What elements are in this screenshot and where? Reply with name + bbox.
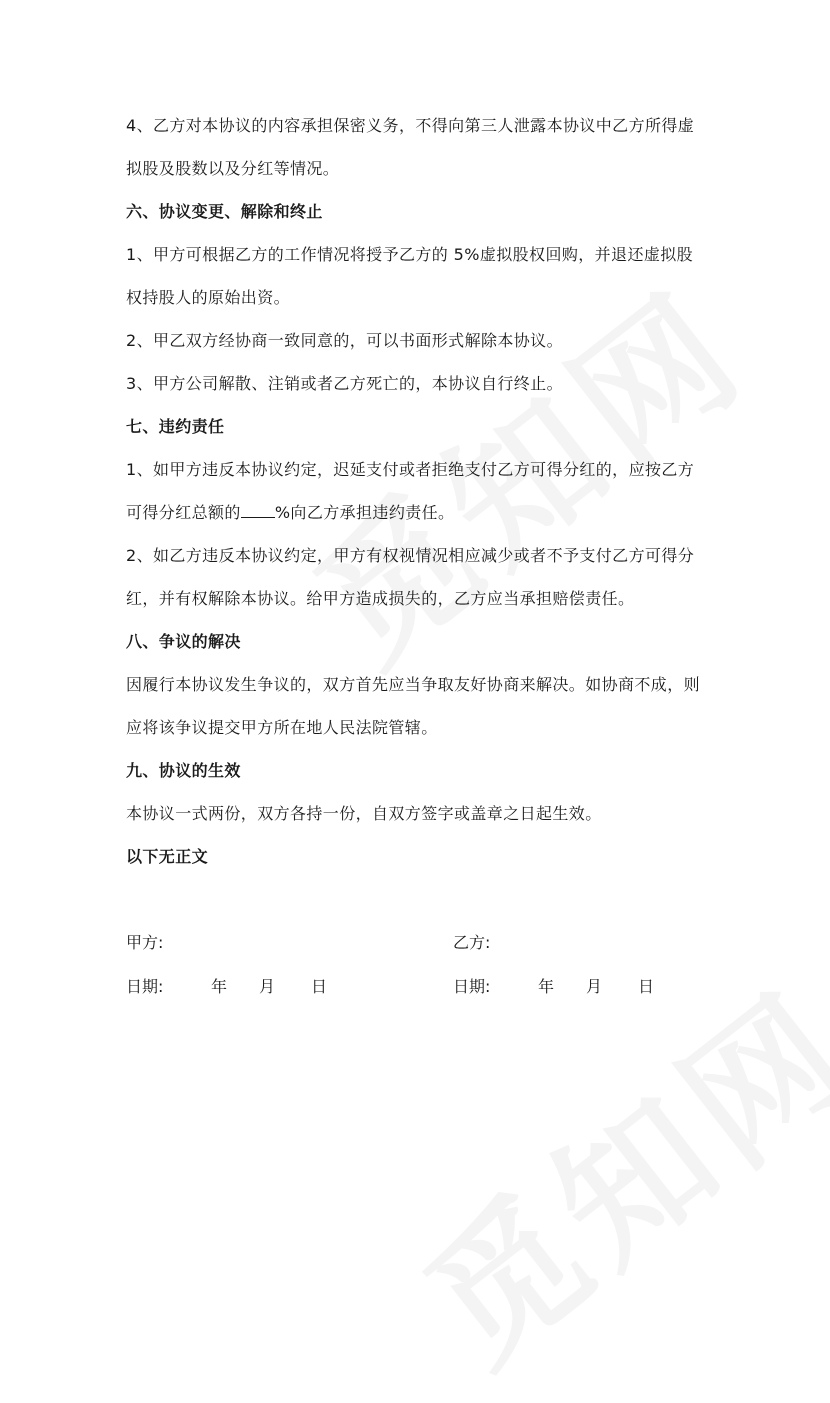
clause-6-3: 3、甲方公司解散、注销或者乙方死亡的，本协议自行终止。 (126, 374, 563, 393)
clause-7-1-prefix: 可得分红总额的 (126, 503, 241, 522)
clause-6-1-line1: 1、甲方可根据乙方的工作情况将授予乙方的 5%虚拟股权回购，并退还虚拟股 (126, 245, 694, 264)
clause-6-2: 2、甲乙双方经协商一致同意的，可以书面形式解除本协议。 (126, 331, 563, 350)
party-a-date (126, 974, 327, 997)
year-unit: 年 (211, 977, 228, 996)
section-7-heading: 七、违约责任 (126, 417, 225, 436)
year-unit: 年 (538, 977, 555, 996)
clause-7-2-line2: 红，并有权解除本协议。给甲方造成损失的，乙方应当承担赔偿责任。 (126, 589, 635, 608)
clause-8-line1: 因履行本协议发生争议的，双方首先应当争取友好协商来解决。如协商不成，则 (126, 675, 701, 694)
end-of-text: 以下无正文 (126, 847, 209, 866)
clause-7-1-line1: 1、如甲方违反本协议约定，迟延支付或者拒绝支付乙方可得分红的，应按乙方 (126, 460, 695, 479)
day-unit: 日 (311, 977, 328, 996)
signature-block (126, 930, 726, 1018)
month-unit: 月 (586, 977, 603, 996)
clause-6-1-line2: 权持股人的原始出资。 (126, 288, 291, 307)
party-a-label: 甲方: (126, 933, 164, 952)
date-label: 日期: (126, 977, 164, 996)
clause-7-2-line1: 2、如乙方违反本协议约定，甲方有权视情况相应减少或者不予支付乙方可得分 (126, 546, 695, 565)
date-row (126, 974, 726, 1018)
clause-7-1-suffix: %向乙方承担违约责任。 (274, 503, 455, 522)
agreement-body (126, 104, 716, 878)
section-9-heading: 九、协议的生效 (126, 761, 241, 780)
party-b-label: 乙方: (453, 933, 491, 952)
section-6-heading: 六、协议变更、解除和终止 (126, 202, 323, 221)
clause-7-1-line2 (126, 491, 716, 534)
section-8-heading: 八、争议的解决 (126, 632, 241, 651)
party-b-date (453, 974, 654, 997)
month-unit: 月 (259, 977, 276, 996)
clause-5-4-line2: 拟股及股数以及分红等情况。 (126, 159, 340, 178)
party-row (126, 930, 726, 974)
clause-8-line2: 应将该争议提交甲方所在地人民法院管辖。 (126, 718, 438, 737)
day-unit: 日 (638, 977, 655, 996)
clause-5-4-line1: 4、乙方对本协议的内容承担保密义务，不得向第三人泄露本协议中乙方所得虚 (126, 116, 695, 135)
date-label: 日期: (453, 977, 491, 996)
percentage-blank[interactable] (241, 503, 275, 518)
clause-9: 本协议一式两份，双方各持一份，自双方签字或盖章之日起生效。 (126, 804, 602, 823)
